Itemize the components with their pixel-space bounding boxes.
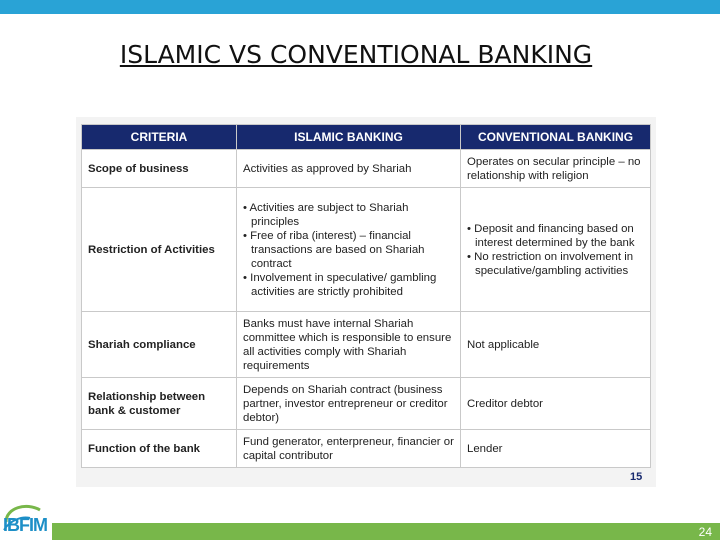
- table-header-row: [82, 125, 651, 150]
- table-row: [82, 188, 651, 312]
- islamic-cell: Depends on Shariah contract (business partner, investor entrepreneur or creditor debtor): [237, 378, 461, 430]
- page-title: ISLAMIC VS CONVENTIONAL BANKING: [119, 40, 593, 69]
- list-item: • Free of riba (interest) – financial transactions are based on Shariah contract: [243, 229, 425, 270]
- logo-text: IBFIM: [3, 515, 47, 535]
- table-row: [82, 378, 651, 430]
- criteria-cell: Shariah compliance: [82, 312, 237, 378]
- table-row: [82, 430, 651, 468]
- slide-number: 24: [698, 525, 712, 539]
- list-item: • Involvement in speculative/ gambling activities are strictly prohibited: [243, 271, 437, 298]
- conventional-cell: Operates on secular principle – no relationship with religion: [461, 150, 651, 188]
- list-item: • Deposit and financing based on interest determined by the bank: [467, 222, 635, 249]
- comparison-table: [81, 124, 651, 468]
- islamic-cell: Fund generator, enterpreneur, financier or capital contributor: [237, 430, 461, 468]
- conventional-cell: Creditor debtor: [461, 378, 651, 430]
- footer-bar: [52, 523, 720, 540]
- conventional-cell: Lender: [461, 430, 651, 468]
- conventional-cell: Not applicable: [461, 312, 651, 378]
- table-row: [82, 312, 651, 378]
- criteria-cell: Scope of business: [82, 150, 237, 188]
- islamic-cell: [237, 188, 461, 312]
- table-row: [82, 150, 651, 188]
- header-criteria: CRITERIA: [82, 125, 237, 150]
- islamic-cell: Activities as approved by Shariah: [237, 150, 461, 188]
- header-conventional: CONVENTIONAL BANKING: [461, 125, 651, 150]
- conventional-cell: [461, 188, 651, 312]
- list-item: • No restriction on involvement in speculative/gambling activities: [467, 250, 634, 277]
- list-item: • Activities are subject to Shariah principles: [243, 201, 409, 228]
- header-islamic: ISLAMIC BANKING: [237, 125, 461, 150]
- criteria-cell: Relationship between bank & customer: [82, 378, 237, 430]
- criteria-cell: Function of the bank: [82, 430, 237, 468]
- image-page-number: 15: [630, 471, 643, 483]
- criteria-cell: Restriction of Activities: [82, 188, 237, 312]
- islamic-cell: Banks must have internal Shariah committee which is responsible to ensure all activities comply with Shariah requirements: [237, 312, 461, 378]
- top-accent-bar: [0, 0, 720, 14]
